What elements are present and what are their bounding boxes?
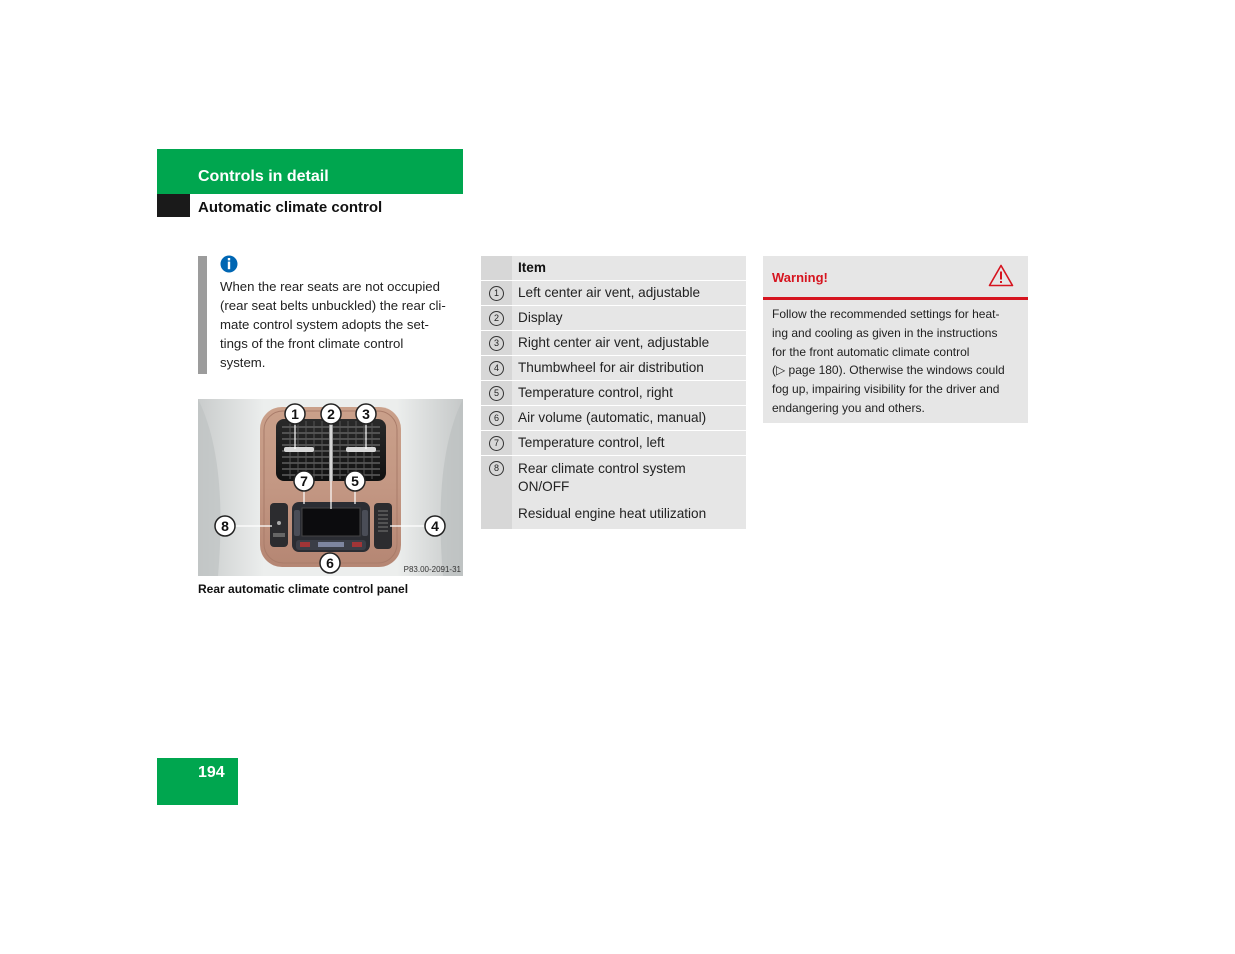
- svg-text:5: 5: [351, 473, 359, 489]
- item-description: Right center air vent, adjustable: [512, 331, 746, 356]
- item-number: 3: [489, 336, 504, 351]
- climate-panel-illustration: [198, 399, 463, 576]
- warning-line: for the front automatic climate control: [772, 344, 970, 359]
- table-row: [481, 431, 746, 456]
- svg-text:1: 1: [291, 406, 299, 422]
- table-row: [481, 331, 746, 356]
- note-line: system.: [220, 355, 266, 370]
- section-title: Controls in detail: [198, 168, 329, 185]
- callout-3: [356, 404, 376, 424]
- item-description: Display: [512, 306, 746, 331]
- callout-8: [215, 516, 235, 536]
- warning-text: [772, 305, 1024, 418]
- warning-triangle-icon: [988, 264, 1014, 287]
- item-description: [512, 456, 746, 529]
- table-header-row: [481, 256, 746, 281]
- table-row: [481, 306, 746, 331]
- item-description: Left center air vent, adjustable: [512, 281, 746, 306]
- item-description-line: ON/OFF: [518, 479, 570, 494]
- table-row: [481, 356, 746, 381]
- warning-line: ing and cooling as given in the instructions: [772, 325, 998, 340]
- item-number: 7: [489, 436, 504, 451]
- warning-rule: [763, 297, 1028, 300]
- table-header-num: [481, 256, 512, 281]
- item-description: Air volume (automatic, manual): [512, 406, 746, 431]
- items-table: [481, 256, 746, 529]
- item-number: 8: [489, 461, 504, 476]
- svg-text:3: 3: [362, 406, 370, 422]
- svg-text:2: 2: [327, 406, 335, 422]
- item-description: Temperature control, right: [512, 381, 746, 406]
- info-icon: [220, 255, 238, 273]
- warning-line: Follow the recommended settings for heat-: [772, 307, 1000, 321]
- note-line: When the rear seats are not occupied: [220, 279, 440, 294]
- svg-text:6: 6: [326, 555, 334, 571]
- item-number: 4: [489, 361, 504, 376]
- svg-text:8: 8: [221, 518, 229, 534]
- callout-5: [345, 471, 365, 491]
- warning-line: fog up, impairing visibility for the driver and: [772, 382, 1000, 397]
- note-line: (rear seat belts unbuckled) the rear cli-: [220, 298, 446, 313]
- item-description: Temperature control, left: [512, 431, 746, 456]
- callout-2: [321, 404, 341, 424]
- item-number: 1: [489, 286, 504, 301]
- table-header-item: Item: [512, 256, 746, 281]
- note-line: tings of the front climate control: [220, 336, 404, 351]
- warning-line: endangering you and others.: [772, 400, 925, 415]
- note-bar: [198, 256, 207, 374]
- table-row: [481, 406, 746, 431]
- warning-title: Warning!: [772, 270, 828, 285]
- subsection-title: Automatic climate control: [198, 199, 383, 216]
- table-row: [481, 281, 746, 306]
- svg-text:7: 7: [300, 473, 308, 489]
- warning-line: (▷ page 180). Otherwise the windows could: [772, 363, 1005, 378]
- page-number: 194: [198, 764, 225, 781]
- item-description-line: Residual engine heat utilization: [518, 506, 707, 521]
- item-description-line: Rear climate control system: [518, 461, 686, 476]
- callout-7: [294, 471, 314, 491]
- svg-text:4: 4: [431, 518, 439, 534]
- callout-6: [320, 553, 340, 573]
- note-text: [220, 277, 468, 372]
- callout-1: [285, 404, 305, 424]
- item-number: 2: [489, 311, 504, 326]
- subsection-marker: [157, 194, 190, 217]
- table-row: [481, 381, 746, 406]
- climate-panel-figure: [198, 399, 463, 576]
- item-number: 6: [489, 411, 504, 426]
- item-description: Thumbwheel for air distribution: [512, 356, 746, 381]
- image-code: P83.00-2091-31: [403, 565, 461, 574]
- note-line: mate control system adopts the set-: [220, 317, 429, 332]
- item-number: 5: [489, 386, 504, 401]
- callout-4: [425, 516, 445, 536]
- figure-caption: Rear automatic climate control panel: [198, 582, 409, 596]
- table-row: [481, 456, 746, 529]
